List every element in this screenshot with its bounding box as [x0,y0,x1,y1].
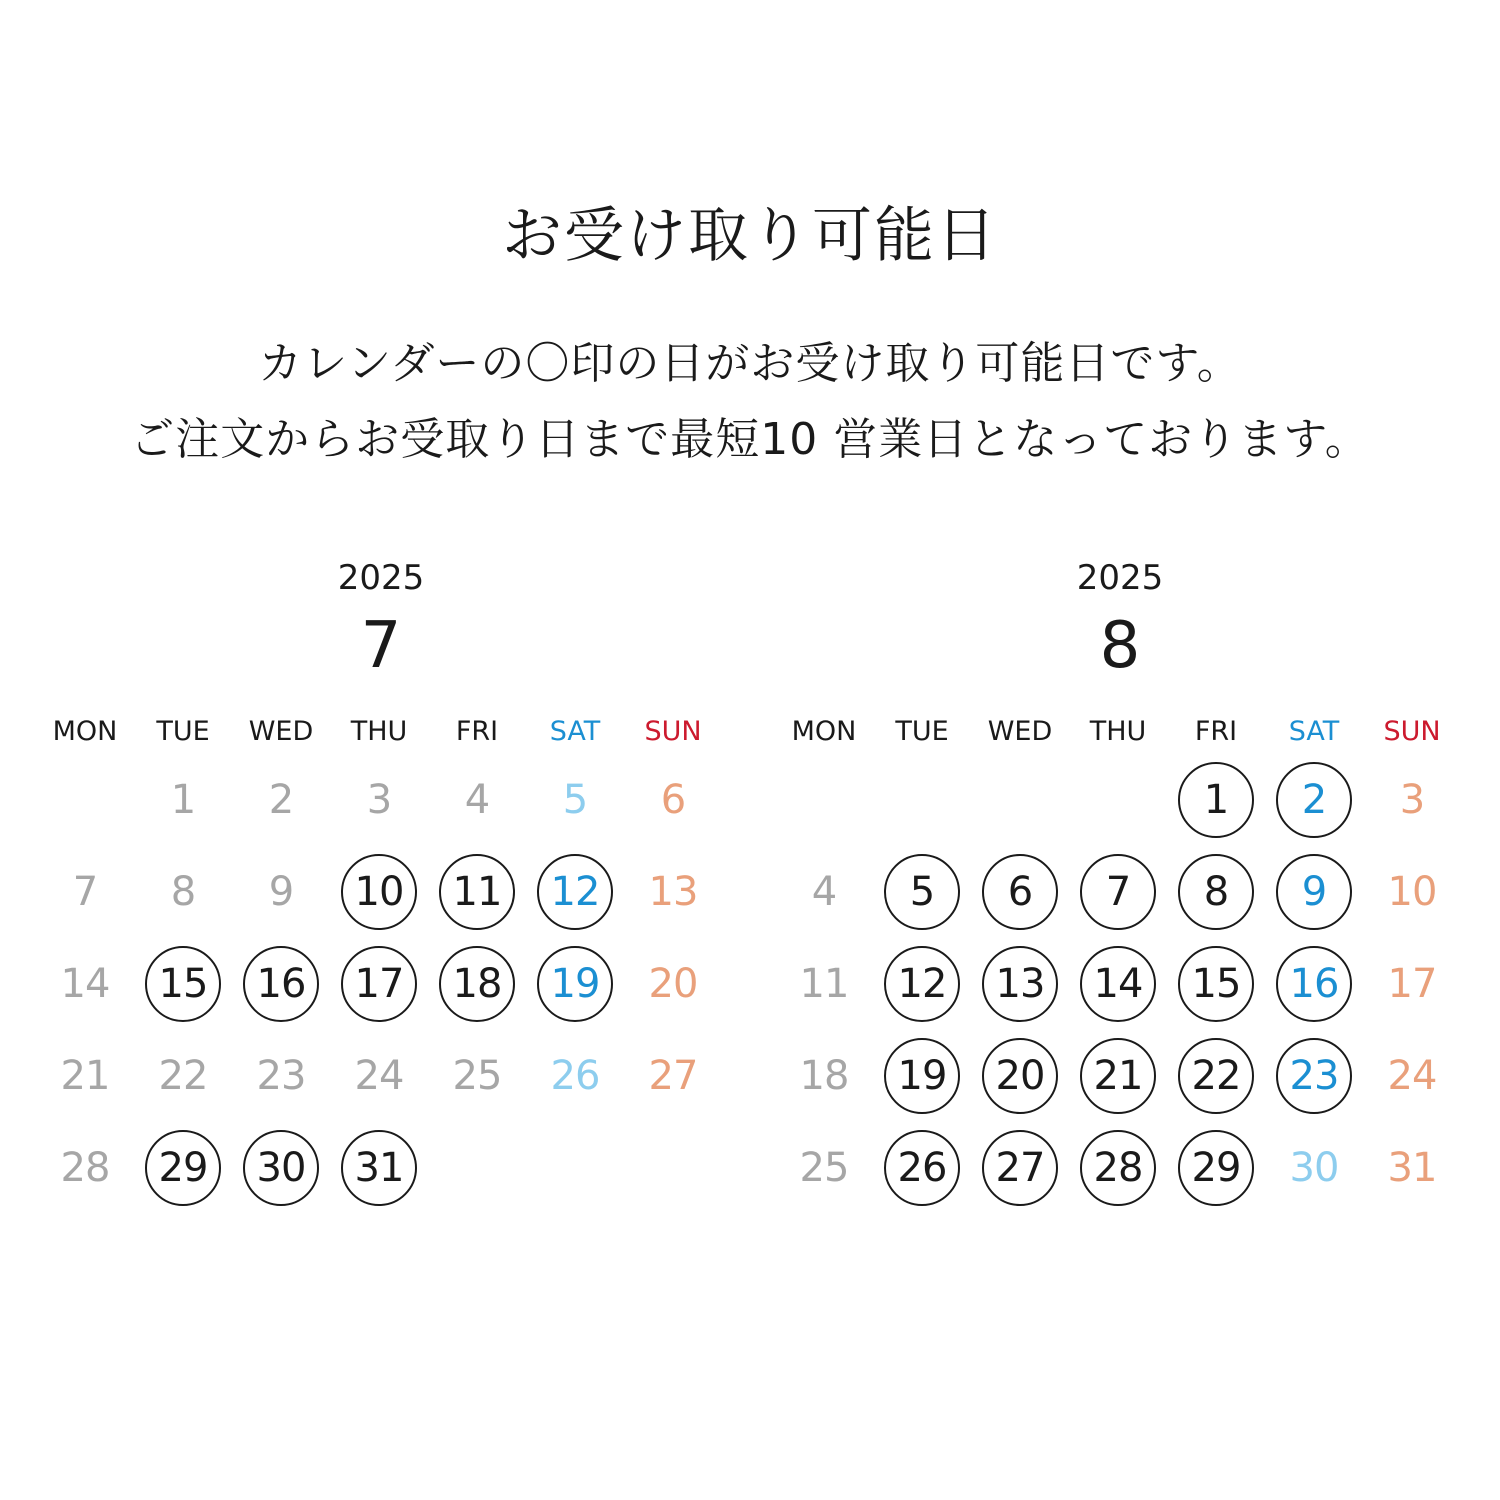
day-number: 18 [799,1053,849,1099]
weekday-label-mon: MON [791,716,857,747]
available-day-number: 13 [982,946,1058,1022]
day-number: 2 [268,777,294,823]
weekday-header-row [775,712,1465,752]
unavailable-day-cell [36,846,134,938]
available-day-cell [428,846,526,938]
available-day-number: 15 [145,946,221,1022]
available-day-cell [428,938,526,1030]
calendar-month-number: 8 [1099,609,1141,683]
available-day-number: 5 [884,854,960,930]
available-day-number: 29 [1178,1130,1254,1206]
available-day-number: 9 [1276,854,1352,930]
weekday-label-mon: MON [52,716,118,747]
available-day-cell [1069,1122,1167,1214]
available-day-number: 22 [1178,1038,1254,1114]
unavailable-day-cell [1363,846,1461,938]
available-day-number: 18 [439,946,515,1022]
unavailable-day-cell [134,1030,232,1122]
weekday-label-fri: FRI [1194,716,1238,747]
unavailable-day-cell [1265,1122,1363,1214]
unavailable-day-cell [134,754,232,846]
available-day-number: 10 [341,854,417,930]
available-day-number: 20 [982,1038,1058,1114]
available-day-number: 12 [537,854,613,930]
available-day-number: 16 [1276,946,1352,1022]
weekday-label-tue: TUE [895,716,949,747]
day-number: 21 [60,1053,110,1099]
available-day-number: 15 [1178,946,1254,1022]
calendar-year: 2025 [1076,558,1164,598]
unavailable-day-cell [1363,1030,1461,1122]
description-line-1: カレンダーの〇印の日がお受け取り可能日です。 [258,338,1242,389]
available-day-cell [526,846,624,938]
weekday-label-sun: SUN [644,716,702,747]
day-number: 24 [1387,1053,1437,1099]
weekday-header-row [36,712,726,752]
unavailable-day-cell [134,846,232,938]
available-day-cell [873,1030,971,1122]
calendar-year: 2025 [337,558,425,598]
unavailable-day-cell [1363,754,1461,846]
day-number: 11 [799,961,849,1007]
day-number: 4 [464,777,490,823]
day-number: 8 [170,869,196,915]
available-day-number: 21 [1080,1038,1156,1114]
unavailable-day-cell [624,754,722,846]
weekday-label-sun: SUN [1383,716,1441,747]
available-day-number: 12 [884,946,960,1022]
unavailable-day-cell [232,1030,330,1122]
unavailable-day-cell [624,1030,722,1122]
unavailable-day-cell [1363,1122,1461,1214]
available-day-cell [971,846,1069,938]
available-day-cell [1265,1030,1363,1122]
unavailable-day-cell [232,846,330,938]
day-number: 4 [811,869,837,915]
available-day-cell [330,1122,428,1214]
day-number: 3 [366,777,392,823]
available-day-cell [1167,1030,1265,1122]
available-day-cell [971,1122,1069,1214]
available-day-number: 29 [145,1130,221,1206]
calendar-month-number: 7 [360,609,402,683]
day-number: 10 [1387,869,1437,915]
unavailable-day-cell [36,938,134,1030]
available-day-cell [873,846,971,938]
available-day-cell [971,938,1069,1030]
unavailable-day-cell [428,754,526,846]
page-title: お受け取り可能日 [502,201,998,271]
day-number: 23 [256,1053,306,1099]
available-day-cell [1265,846,1363,938]
day-number: 25 [452,1053,502,1099]
available-day-cell [134,1122,232,1214]
available-day-number: 11 [439,854,515,930]
available-day-cell [1167,938,1265,1030]
day-number: 31 [1387,1145,1437,1191]
unavailable-day-cell [526,1030,624,1122]
unavailable-day-cell [775,1122,873,1214]
unavailable-day-cell [775,846,873,938]
unavailable-day-cell [624,938,722,1030]
day-number: 13 [648,869,698,915]
weekday-label-fri: FRI [455,716,499,747]
unavailable-day-cell [526,754,624,846]
available-day-number: 30 [243,1130,319,1206]
available-day-number: 19 [884,1038,960,1114]
unavailable-day-cell [775,938,873,1030]
available-day-cell [1167,754,1265,846]
weekday-label-thu: THU [350,716,408,747]
day-number: 30 [1289,1145,1339,1191]
available-day-cell [971,1030,1069,1122]
weekday-label-wed: WED [987,716,1053,747]
day-number: 7 [72,869,98,915]
available-day-cell [1069,938,1167,1030]
available-day-cell [1167,846,1265,938]
unavailable-day-cell [36,1030,134,1122]
available-day-cell [1167,1122,1265,1214]
available-day-cell [873,1122,971,1214]
unavailable-day-cell [36,1122,134,1214]
available-day-number: 19 [537,946,613,1022]
unavailable-day-cell [624,846,722,938]
available-day-number: 14 [1080,946,1156,1022]
available-day-number: 17 [341,946,417,1022]
available-day-cell [1069,846,1167,938]
available-day-cell [1265,938,1363,1030]
available-day-cell [1069,1030,1167,1122]
day-number: 28 [60,1145,110,1191]
day-number: 5 [562,777,588,823]
available-day-cell [873,938,971,1030]
weekday-label-sat: SAT [1288,716,1340,747]
day-number: 20 [648,961,698,1007]
available-day-cell [526,938,624,1030]
available-day-number: 8 [1178,854,1254,930]
available-day-number: 28 [1080,1130,1156,1206]
description-line-2: ご注文からお受取り日まで最短10 営業日となっております。 [130,414,1370,465]
available-day-number: 31 [341,1130,417,1206]
available-day-number: 1 [1178,762,1254,838]
unavailable-day-cell [775,1030,873,1122]
available-day-cell [330,938,428,1030]
unavailable-day-cell [330,1030,428,1122]
unavailable-day-cell [1363,938,1461,1030]
weekday-label-wed: WED [248,716,314,747]
available-day-cell [232,1122,330,1214]
available-day-cell [1265,754,1363,846]
day-number: 3 [1399,777,1425,823]
available-day-cell [134,938,232,1030]
unavailable-day-cell [232,754,330,846]
available-day-number: 6 [982,854,1058,930]
day-number: 9 [268,869,294,915]
available-day-number: 26 [884,1130,960,1206]
day-number: 6 [660,777,686,823]
day-number: 22 [158,1053,208,1099]
available-day-number: 23 [1276,1038,1352,1114]
weekday-label-thu: THU [1089,716,1147,747]
available-day-cell [330,846,428,938]
unavailable-day-cell [330,754,428,846]
day-number: 27 [648,1053,698,1099]
day-number: 1 [170,777,196,823]
day-number: 14 [60,961,110,1007]
day-number: 17 [1387,961,1437,1007]
weekday-label-sat: SAT [549,716,601,747]
day-number: 25 [799,1145,849,1191]
weekday-label-tue: TUE [156,716,210,747]
available-day-number: 7 [1080,854,1156,930]
available-day-number: 27 [982,1130,1058,1206]
available-day-number: 2 [1276,762,1352,838]
available-day-cell [232,938,330,1030]
day-number: 24 [354,1053,404,1099]
day-number: 26 [550,1053,600,1099]
unavailable-day-cell [428,1030,526,1122]
available-day-number: 16 [243,946,319,1022]
